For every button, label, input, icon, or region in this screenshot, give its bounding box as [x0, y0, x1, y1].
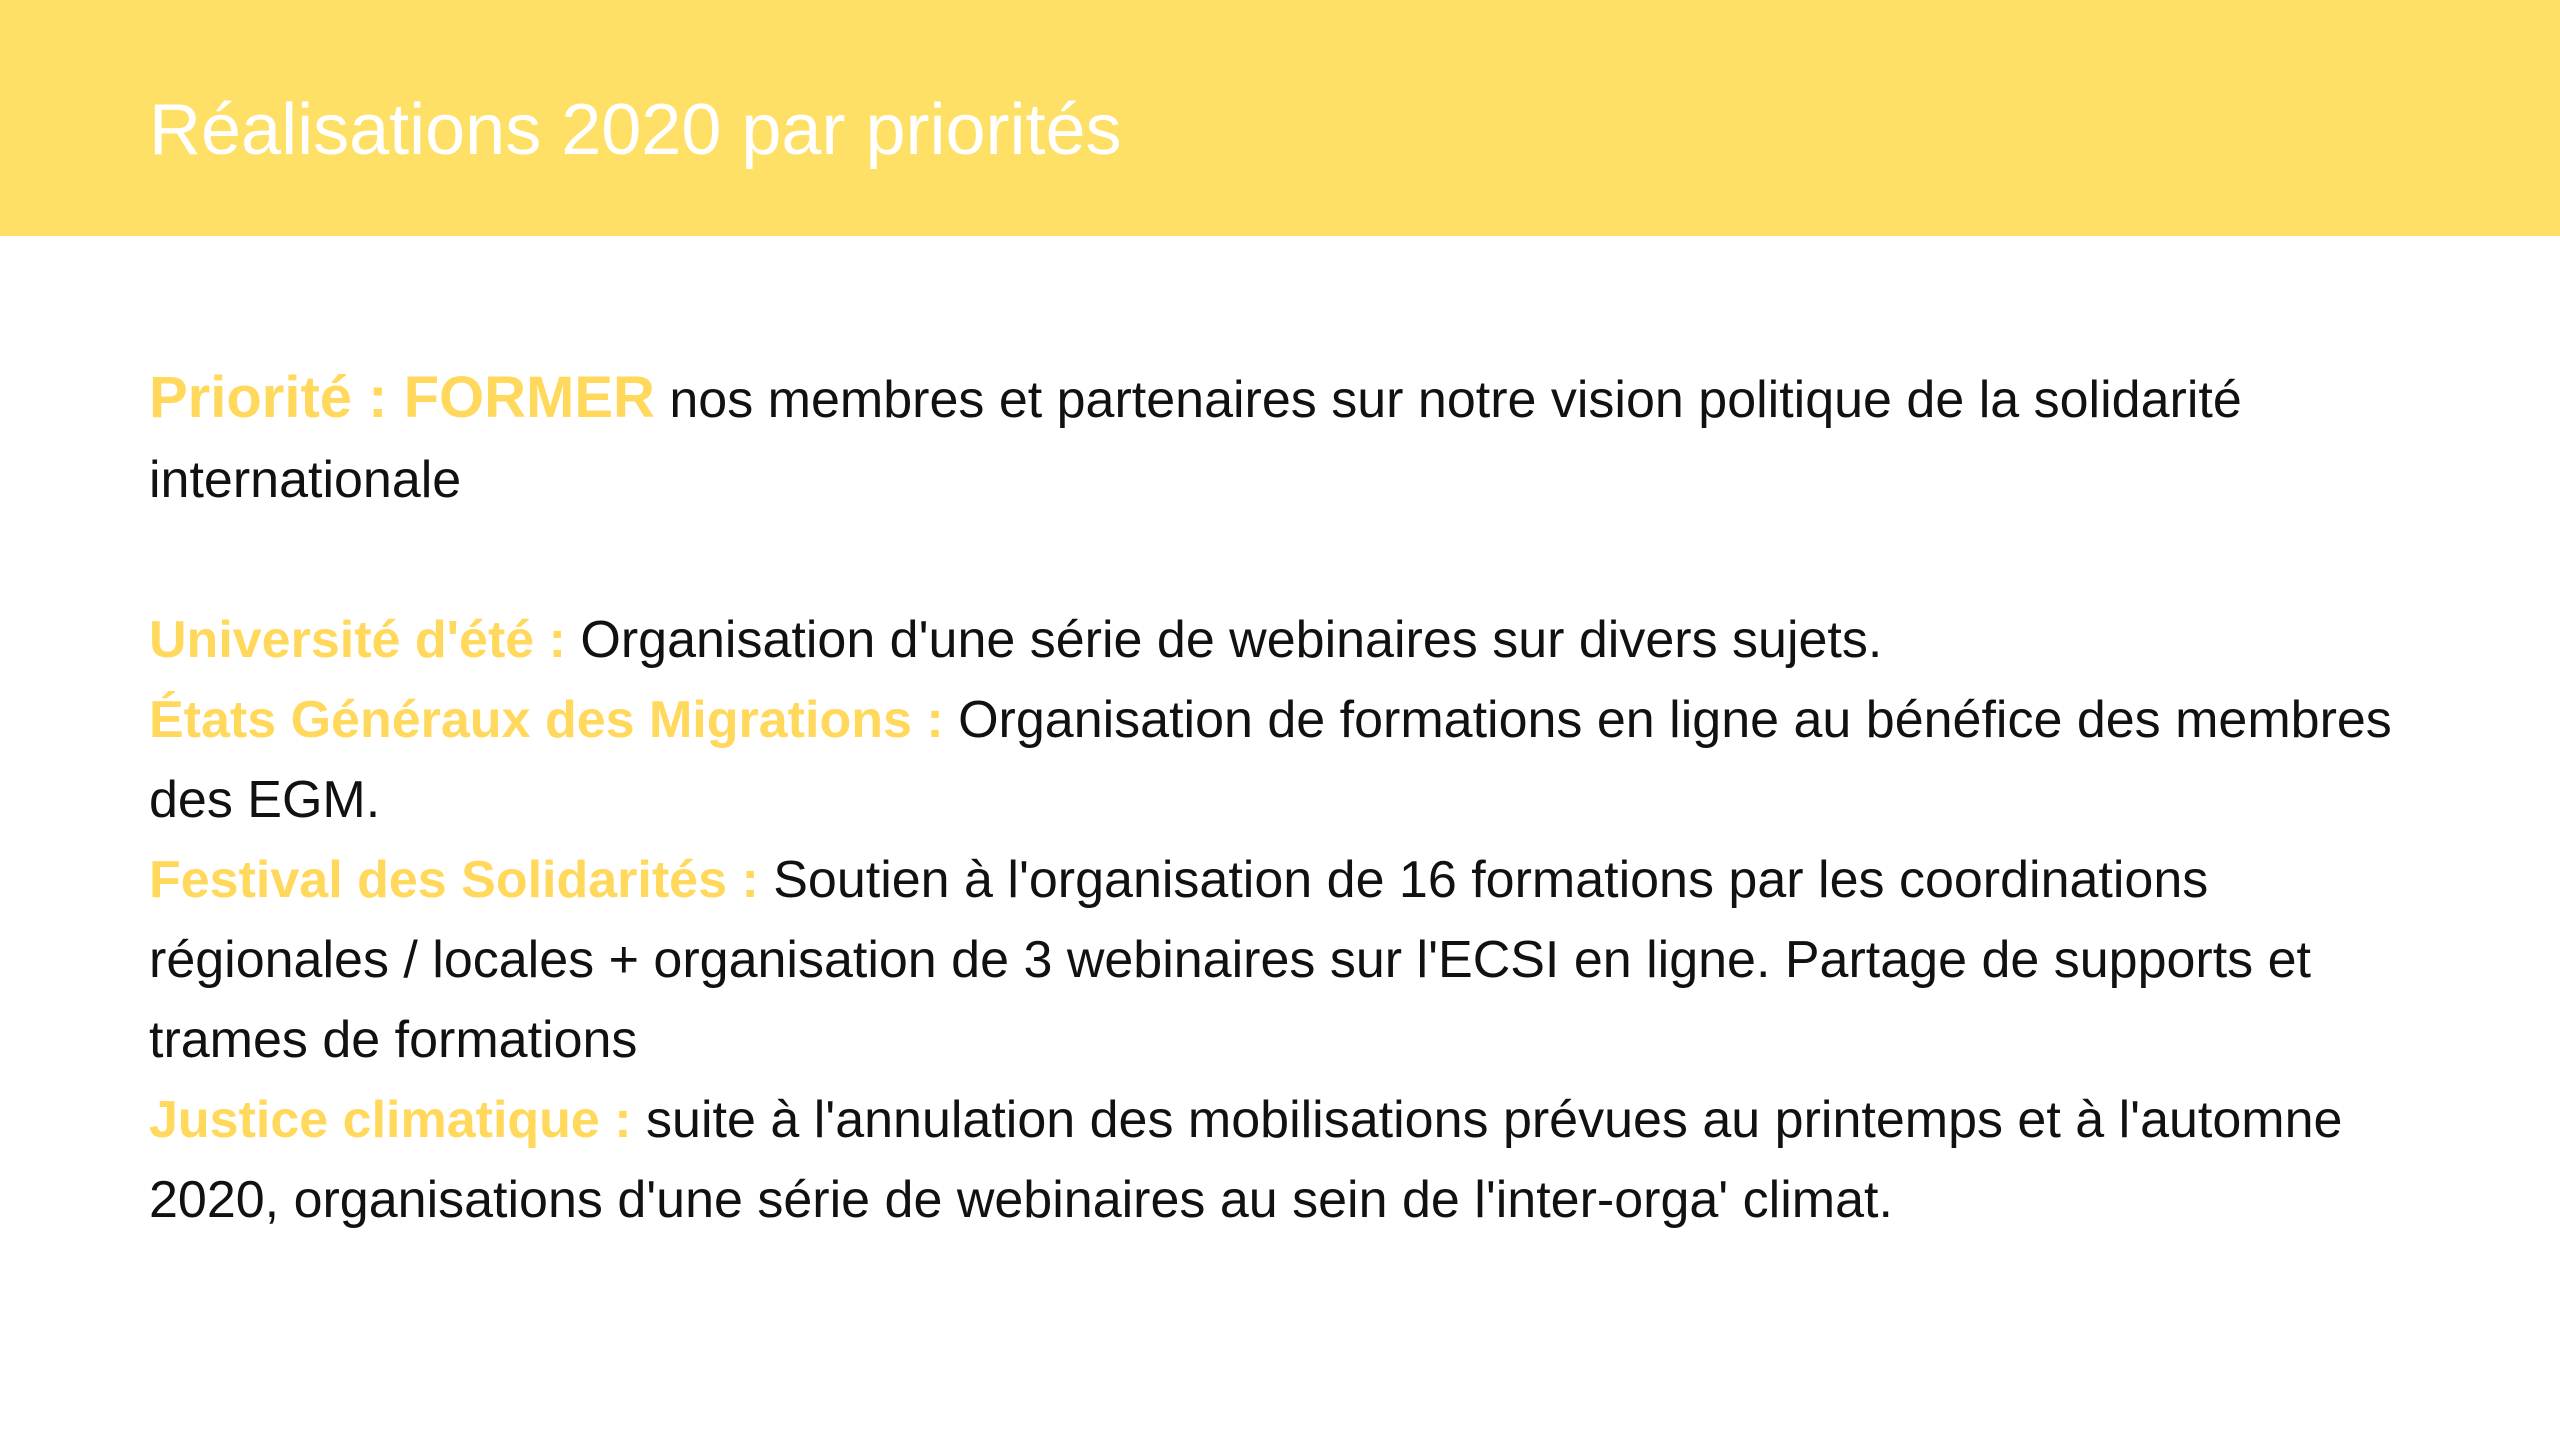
slide-title: Réalisations 2020 par priorités: [149, 90, 1122, 170]
item-label: Université d'été :: [149, 611, 566, 669]
item-label: Festival des Solidarités :: [149, 851, 759, 909]
paragraph-spacer: [149, 520, 2439, 600]
item-justice-climatique: [149, 1080, 2439, 1240]
item-label: Justice climatique :: [149, 1091, 632, 1149]
priority-label: Priorité : FORMER: [149, 365, 655, 430]
item-text: Organisation d'une série de webinaires sur divers sujets.: [565, 611, 1883, 669]
item-text: Soutien à l'organisation de 16 formations par les coordinations régionales / locales + organisation de 3 webinaires sur l'ECSI en ligne. Partage de supports et trames de formations: [149, 851, 2311, 1069]
priority-text: nos membres et partenaires sur notre vision politique de la solidarité internationale: [149, 371, 2242, 509]
slide-content: [149, 358, 2439, 1240]
item-text: Organisation de formations en ligne au bénéfice des membres des EGM.: [149, 691, 2392, 829]
item-universite: [149, 600, 2439, 680]
item-etats-generaux: [149, 680, 2439, 840]
item-festival: [149, 840, 2439, 1080]
priority-paragraph: [149, 358, 2439, 520]
item-text: suite à l'annulation des mobilisations prévues au printemps et à l'automne 2020, organisations d'une série de webinaires au sein de l'inter-orga' climat.: [149, 1091, 2343, 1229]
item-label: États Généraux des Migrations :: [149, 691, 944, 749]
